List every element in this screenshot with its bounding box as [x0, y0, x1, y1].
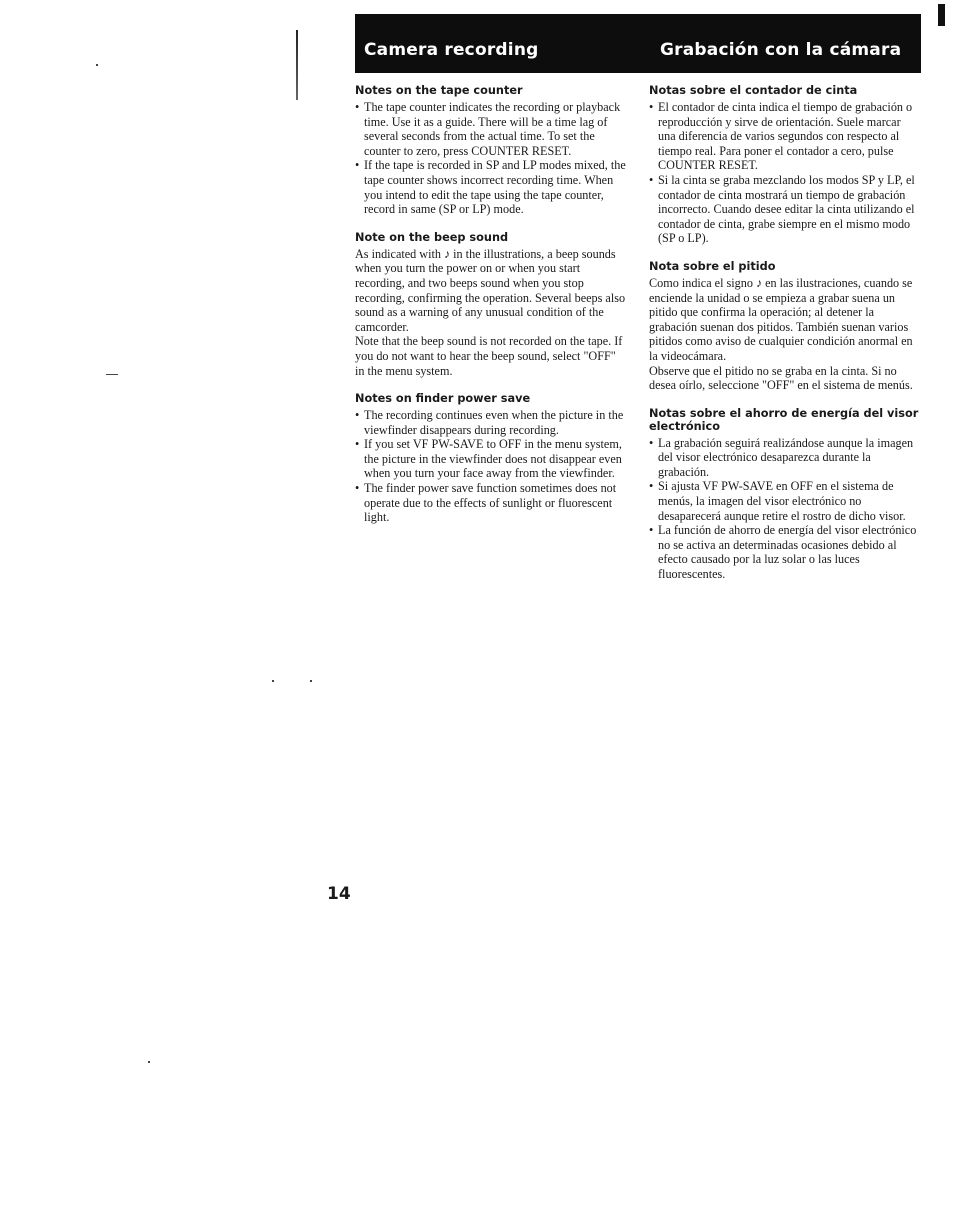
page-number: 14 [327, 884, 351, 904]
paragraph: Observe que el pitido no se graba en la cinta. Si no desea oírlo, seleccione "OFF" en el sistema de menús. [649, 363, 913, 393]
list-item: • Si ajusta VF PW-SAVE en OFF en el sistema de menús, la imagen del visor electrónico no desaparecerá aunque retire el rostro de dicho visor. [649, 479, 921, 523]
section-beep-sound-es [649, 260, 921, 393]
list-item: • El contador de cinta indica el tiempo de grabación o reproducción y sirve de orientación. Suele marcar una diferencia de varios segundos con respecto al tiempo real. Para poner el contador a cero, pulse COUNTER RESET. [649, 100, 921, 173]
scan-speck [96, 64, 98, 66]
section-beep-sound-en [355, 231, 627, 378]
header-title-spanish: Grabación con la cámara [660, 40, 902, 60]
scan-speck [106, 374, 118, 375]
section-heading: Nota sobre el pitido [649, 259, 776, 273]
section-tape-counter-en [355, 84, 627, 217]
section-finder-power-save-es [649, 407, 921, 582]
list-item: • If you set VF PW-SAVE to OFF in the menu system, the picture in the viewfinder does not disappear even when you turn your face away from the viewfinder. [355, 437, 627, 481]
section-heading: Note on the beep sound [355, 230, 509, 244]
list-item: • The tape counter indicates the recording or playback time. Use it as a guide. There will be a time lag of several seconds from the actual time. To set the counter to zero, press COUNTER RESET. [355, 100, 627, 158]
header-title-english: Camera recording [364, 40, 539, 60]
paragraph: As indicated with ♪ in the illustrations, a beep sounds when you turn the power on or when you start recording, and two beeps sound when you stop recording, confirming the operation. Several beeps also sound as a warning of any unusual condition of the camcorder. [355, 246, 626, 334]
bullet-list [649, 100, 921, 246]
scan-speck [310, 680, 312, 682]
section-heading: Notas sobre el ahorro de energía del visor electrónico [649, 406, 919, 433]
bullet-list [355, 408, 627, 525]
scan-speck [148, 1061, 150, 1063]
section-heading: Notas sobre el contador de cinta [649, 84, 858, 97]
english-column [355, 84, 627, 539]
section-heading: Notes on finder power save [355, 392, 531, 406]
list-item: • The finder power save function sometimes does not operate due to the effects of sunlight or fluorescent light. [355, 481, 627, 525]
paragraph: Note that the beep sound is not recorded on the tape. If you do not want to hear the beep sound, select "OFF" in the menu system. [355, 334, 623, 378]
page-edge-tab-mark [938, 4, 945, 26]
spanish-column [649, 84, 921, 596]
section-heading: Notes on the tape counter [355, 84, 523, 97]
list-item: • La función de ahorro de energía del visor electrónico no se activa an determinadas ocasiones debido al efecto causado por la luz solar o las luces fluorescentes. [649, 523, 921, 581]
list-item: • If the tape is recorded in SP and LP modes mixed, the tape counter shows incorrect recording time. When you intend to edit the tape using the tape counter, record in same (SP or LP) mode. [355, 158, 627, 216]
bullet-list [355, 100, 627, 217]
list-item: • La grabación seguirá realizándose aunque la imagen del visor electrónico desaparezca durante la grabación. [649, 436, 921, 480]
list-item: • Si la cinta se graba mezclando los modos SP y LP, el contador de cinta mostrará un tiempo de grabación incorrecto. Cuando desee editar la cinta utilizando el contador de cinta, grabe siempre en el mismo modo (SP o LP). [649, 173, 921, 246]
paragraph: Como indica el signo ♪ en las ilustraciones, cuando se enciende la unidad o se empieza a grabar suena un pitido que confirma la operación; al detener la grabación suenan dos pitidos. También suenan varios pitidos como aviso de cualquier condición anormal en la videocámara. [649, 275, 913, 363]
list-item: • The recording continues even when the picture in the viewfinder disappears during recording. [355, 408, 627, 437]
scan-speck [272, 680, 274, 682]
bullet-list [649, 436, 921, 582]
section-finder-power-save-en [355, 392, 627, 525]
section-tape-counter-es [649, 84, 921, 246]
binding-margin-mark [296, 30, 298, 100]
